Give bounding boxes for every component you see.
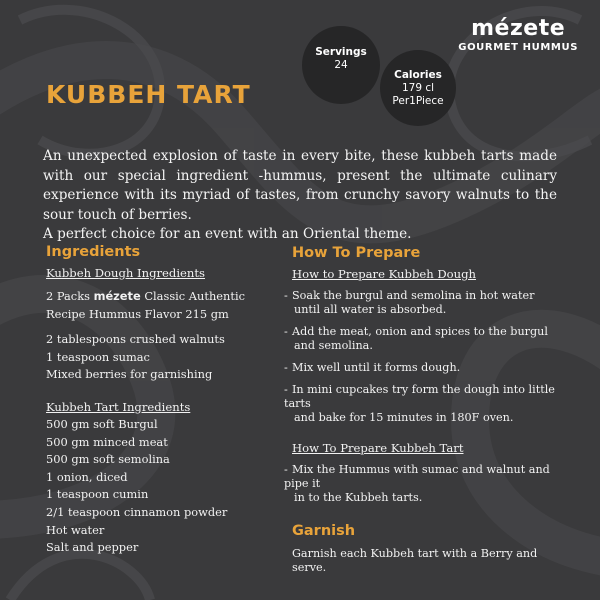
step-text: Soak the burgul and semolina in hot water [292, 289, 535, 302]
ingredient-item: Recipe Hummus Flavor 215 gm [46, 306, 229, 321]
recipe-title: KUBBEH TART [46, 80, 251, 109]
ingredient-item: Hot water [46, 522, 105, 537]
step-text: Add the meat, onion and spices to the burgul [292, 325, 548, 338]
ingredient-item: Mixed berries for garnishing [46, 367, 213, 382]
brand-name: mézete [471, 16, 566, 41]
prepare-heading: How To Prepare [292, 245, 421, 261]
step-text: in to the Kubbeh tarts. [294, 491, 423, 504]
step-text: and semolina. [294, 339, 373, 352]
intro-paragraph: An unexpected explosion of taste in every bite, these kubbeh tarts made with our special ingredient -hummus, present the ultimate culinary experience with its myriad of tastes, from crunchy savory walnuts to the sour touch of berries. [43, 148, 557, 223]
tart-ingredients-heading: Kubbeh Tart Ingredients [46, 399, 191, 414]
brand-subtitle: GOURMET HUMMUS [458, 42, 578, 53]
ingredient-item: 2/1 teaspoon cinnamon powder [46, 504, 228, 519]
dough-prepare-heading: How to Prepare Kubbeh Dough [292, 267, 477, 281]
ingredient-text: 2 Packs [46, 289, 90, 303]
ingredient-item: Salt and pepper [46, 540, 139, 555]
step-item: - In mini cupcakes try form the dough into little tarts and bake for 15 minutes in 180F oven. [284, 383, 574, 425]
calories-unit: Per1Piece [392, 95, 444, 107]
step-text: In mini cupcakes try form the dough into little tarts [284, 383, 555, 410]
step-text: until all water is absorbed. [294, 303, 447, 316]
ingredient-item: 1 teaspoon cumin [46, 487, 149, 502]
step-item: - Add the meat, onion and spices to the burgul and semolina. [284, 325, 574, 353]
tart-prepare-heading: How To Prepare Kubbeh Tart [292, 441, 464, 455]
step-text: and bake for 15 minutes in 180F oven. [294, 411, 514, 424]
preparation-section [284, 245, 574, 583]
ingredient-item: 500 gm soft Burgul [46, 416, 158, 431]
servings-value: 24 [334, 59, 348, 71]
calories-label: Calories [394, 69, 442, 81]
garnish-text: Garnish each Kubbeh tart with a Berry and serve. [292, 547, 538, 574]
step-text: Mix the Hummus with sumac and walnut and pipe it [284, 463, 550, 490]
calories-badge [380, 50, 456, 126]
intro-paragraph: A perfect choice for an event with an Oriental theme. [43, 226, 412, 242]
step-item: - Mix well until it forms dough. [284, 361, 461, 374]
ingredient-item: 500 gm minced meat [46, 434, 168, 449]
ingredient-item: 2 tablespoons crushed walnuts [46, 332, 225, 347]
ingredients-heading: Ingredients [46, 244, 141, 260]
servings-label: Servings [315, 46, 367, 58]
recipe-description [43, 147, 557, 245]
brand-inline: mézete [93, 289, 141, 303]
calories-value: 179 cl [401, 82, 435, 94]
garnish-heading: Garnish [292, 523, 356, 539]
ingredient-item: 500 gm soft semolina [46, 452, 170, 467]
brand-logo [458, 18, 578, 53]
ingredient-item [46, 288, 271, 306]
step-item: - Soak the burgul and semolina in hot water until all water is absorbed. [284, 289, 574, 317]
dough-ingredients-heading: Kubbeh Dough Ingredients [46, 266, 205, 280]
step-text: Mix well until it forms dough. [292, 361, 461, 374]
ingredient-item: 1 teaspoon sumac [46, 349, 150, 364]
ingredient-item: 1 onion, diced [46, 469, 128, 484]
servings-badge [302, 26, 380, 104]
ingredients-section [46, 244, 271, 557]
ingredient-text: Classic Authentic [144, 289, 245, 303]
step-item: - Mix the Hummus with sumac and walnut and pipe it in to the Kubbeh tarts. [284, 463, 574, 505]
